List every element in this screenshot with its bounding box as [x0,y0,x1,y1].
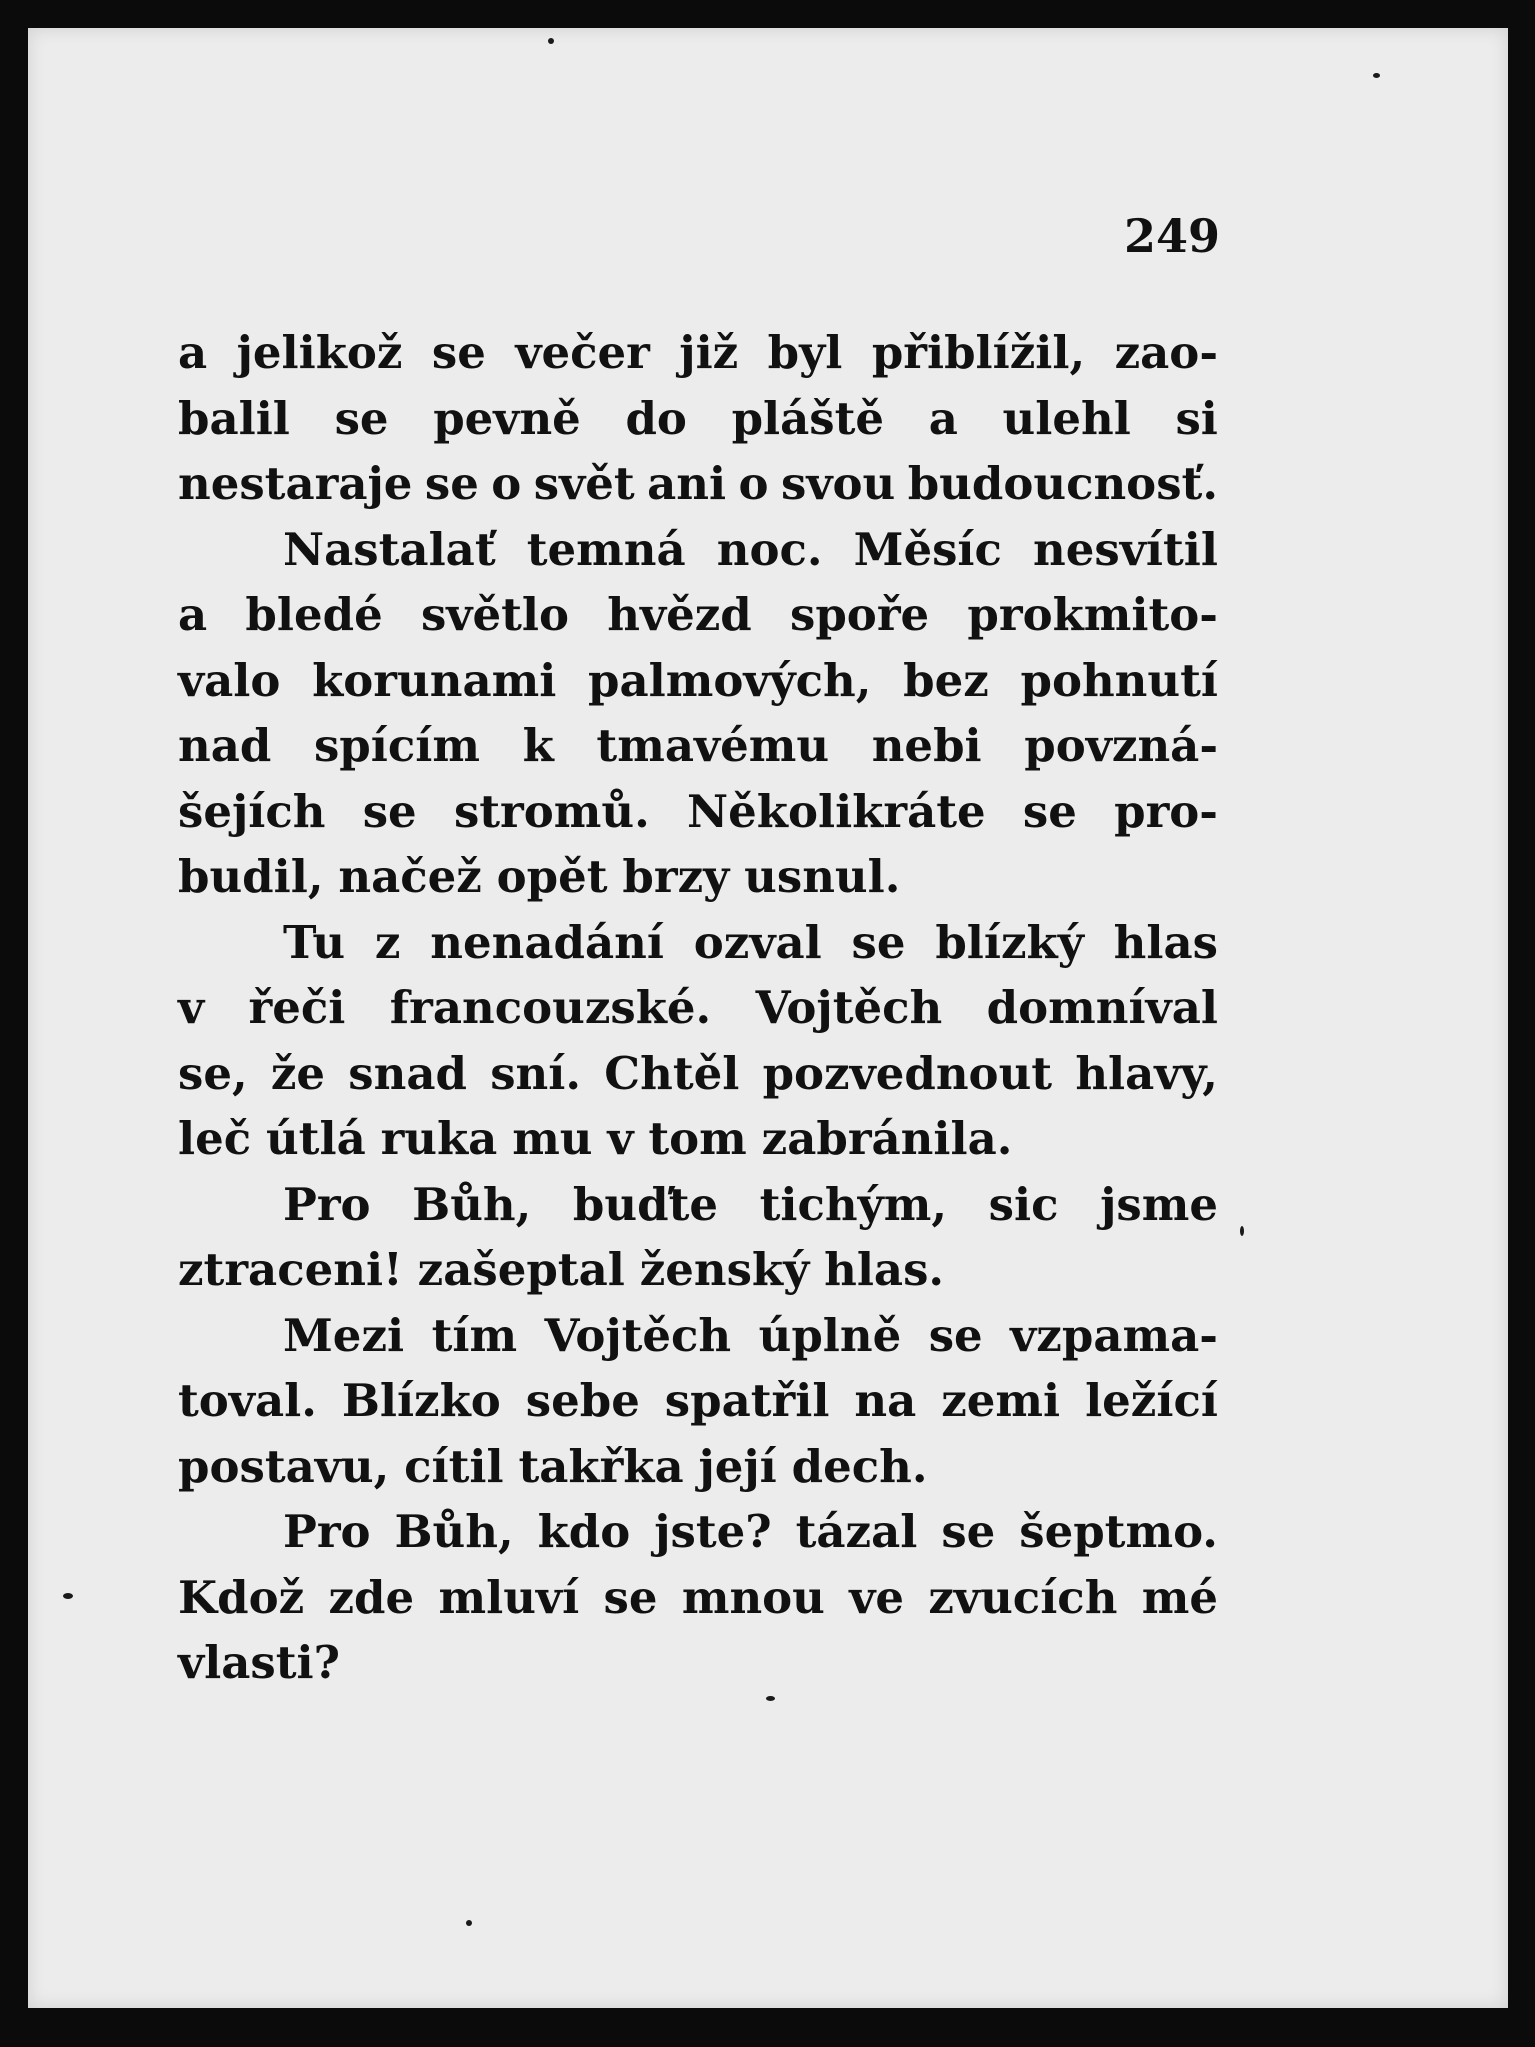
text-word: ženský [639,1243,810,1296]
text-word: Vojtěch [755,981,943,1034]
text-word: buďte [572,1177,718,1231]
text-word: jelikož [236,326,403,379]
text-word: nestaraje [178,457,413,510]
text-word: svět [533,457,635,510]
text-word: řeči [248,981,346,1034]
text-word: Několikráte [687,784,986,838]
text-word: útlá [265,1112,366,1165]
text-word: se [362,784,417,838]
text-word: hlas. [824,1243,945,1296]
text-word: se [1022,784,1077,838]
text-word: Pro [283,1505,371,1558]
text-word: světlo [420,588,569,641]
text-word: mu [512,1112,593,1165]
text-word: valo [178,653,281,707]
text-word: pohnutí [1020,653,1218,707]
text-line [178,975,1218,1041]
text-line [178,582,1218,648]
text-word: leč [178,1112,252,1165]
scan-speck [1373,73,1380,78]
text-word: budoucnosť. [907,457,1218,510]
text-word: postavu, [178,1439,390,1493]
text-line [178,1172,1218,1238]
text-word: zašeptal [417,1243,625,1296]
text-word: byl [767,326,843,379]
text-word: se [424,457,479,510]
text-word: přiblížil, [871,326,1086,379]
text-line [178,386,1218,452]
text-word: nebi [871,719,982,772]
text-word: si [1175,391,1218,445]
scan-speck [1240,1226,1244,1236]
text-word: její [698,1439,777,1493]
text-word: spatřil [664,1374,830,1427]
text-word: zde [328,1570,415,1624]
text-word: temná [526,522,686,576]
text-word: zabránila. [761,1112,1013,1165]
scan-speck [466,1920,472,1926]
text-word: tím [431,1308,518,1362]
text-line [178,1434,1218,1500]
text-word: Nastalať [283,522,496,576]
text-line [178,1565,1218,1631]
text-line [178,648,1218,714]
scan-speck [548,38,554,44]
text-word: tichým, [759,1177,948,1231]
text-word: stromů. [453,784,650,838]
text-word: zvucích [928,1570,1118,1624]
text-word: bledé [245,588,383,641]
scan-speck [766,1696,775,1701]
text-word: spoře [790,588,930,641]
text-word: v [607,1112,634,1165]
text-word: sní. [490,1046,582,1100]
text-word: Tu [283,915,346,969]
text-word: úplně [758,1308,902,1362]
text-word: toval. [178,1374,317,1427]
text-word: ležící [1085,1374,1218,1427]
text-word: o [738,457,769,510]
text-word: dech. [791,1439,928,1493]
text-word: jste? [654,1505,772,1558]
text-word: nad [178,719,272,772]
page-number: 249 [1123,209,1220,263]
text-word: brzy [622,850,730,903]
text-word: mluví [438,1570,580,1624]
text-word: cítil [404,1439,504,1493]
text-word: jsme [1100,1177,1218,1231]
text-word: tmavému [596,719,830,772]
text-word: večer [515,326,650,379]
body-text [178,320,1218,1696]
text-word: že [270,1046,326,1100]
text-word: noc. [716,522,823,576]
text-word: balil [178,391,290,445]
text-word: pro- [1114,784,1218,838]
book-page [28,28,1508,2008]
text-line [178,844,1218,910]
text-line [178,1368,1218,1434]
text-word: vzpama- [1010,1308,1218,1362]
text-word: pevně [433,391,581,445]
text-word: takřka [518,1439,684,1493]
text-word: mnou [681,1570,825,1624]
text-word: bez [903,653,989,707]
text-line [178,1106,1218,1172]
text-word: se [603,1570,658,1624]
text-word: a [928,391,958,445]
text-word: pozvednout [762,1046,1053,1100]
text-word: snad [348,1046,467,1100]
text-word: hlas [1113,915,1218,969]
text-word: se [334,391,389,445]
text-word: z [374,915,401,969]
scan-speck [63,1593,73,1599]
text-word: sic [988,1177,1059,1231]
text-word: o [491,457,522,510]
text-word: ztraceni! [178,1243,403,1296]
text-word: se [851,915,906,969]
text-word: se [431,326,486,379]
text-line [178,320,1218,386]
text-word: povzná- [1024,719,1218,772]
text-word: kdo [537,1505,631,1558]
text-word: Blízko [341,1374,501,1427]
text-word: pláště [731,391,885,445]
text-line [178,451,1218,517]
text-line [178,517,1218,583]
text-word: již [679,326,739,379]
text-word: ve [849,1570,905,1624]
text-word: svou [781,457,896,510]
text-word: se, [178,1046,248,1100]
text-word: domníval [986,981,1218,1034]
text-word: ani [647,457,727,510]
text-word: Mezi [283,1308,405,1362]
text-word: prokmito- [967,588,1218,641]
text-word: blízký [935,915,1084,969]
text-word: korunami [312,653,557,707]
text-word: sebe [525,1374,640,1427]
text-word: Kdož [178,1570,305,1624]
text-word: vlasti? [178,1636,340,1689]
text-word: nesvítil [1033,522,1218,576]
text-word: palmových, [588,653,872,707]
text-word: v [178,981,205,1034]
text-word: Bůh, [412,1177,532,1231]
text-word: ozval [693,915,822,969]
text-word: na [854,1374,917,1427]
text-word: zemi [941,1374,1061,1427]
text-word: načež [338,850,482,903]
text-word: tom [648,1112,747,1165]
text-word: Pro [283,1177,371,1231]
text-word: se [941,1505,996,1558]
text-word: se [928,1308,983,1362]
text-word: nenadání [430,915,664,969]
text-word: usnul. [744,850,901,903]
text-word: francouzské. [389,981,712,1034]
text-word: a [178,326,208,379]
text-line [178,910,1218,976]
text-word: opět [496,850,608,903]
text-word: spícím [313,719,480,772]
text-word: šeptmo. [1019,1505,1218,1558]
text-word: hlavy, [1075,1046,1218,1100]
text-word: Měsíc [853,522,1002,576]
text-word: ruka [380,1112,498,1165]
text-word: a [178,588,208,641]
text-word: zao- [1114,326,1218,379]
text-word: budil, [178,850,324,903]
text-word: do [625,391,687,445]
text-word: tázal [795,1505,918,1558]
text-line [178,713,1218,779]
text-word: mé [1141,1570,1218,1624]
text-word: Chtěl [604,1046,740,1100]
text-line [178,1499,1218,1565]
text-word: Bůh, [394,1505,514,1558]
text-word: Vojtěch [544,1308,732,1362]
text-line [178,1630,1218,1696]
text-line [178,779,1218,845]
text-word: hvězd [607,588,752,641]
text-word: ulehl [1002,391,1131,445]
text-word: k [522,719,554,772]
text-word: šejích [178,784,326,838]
text-line [178,1041,1218,1107]
text-line [178,1237,1218,1303]
text-line [178,1303,1218,1369]
